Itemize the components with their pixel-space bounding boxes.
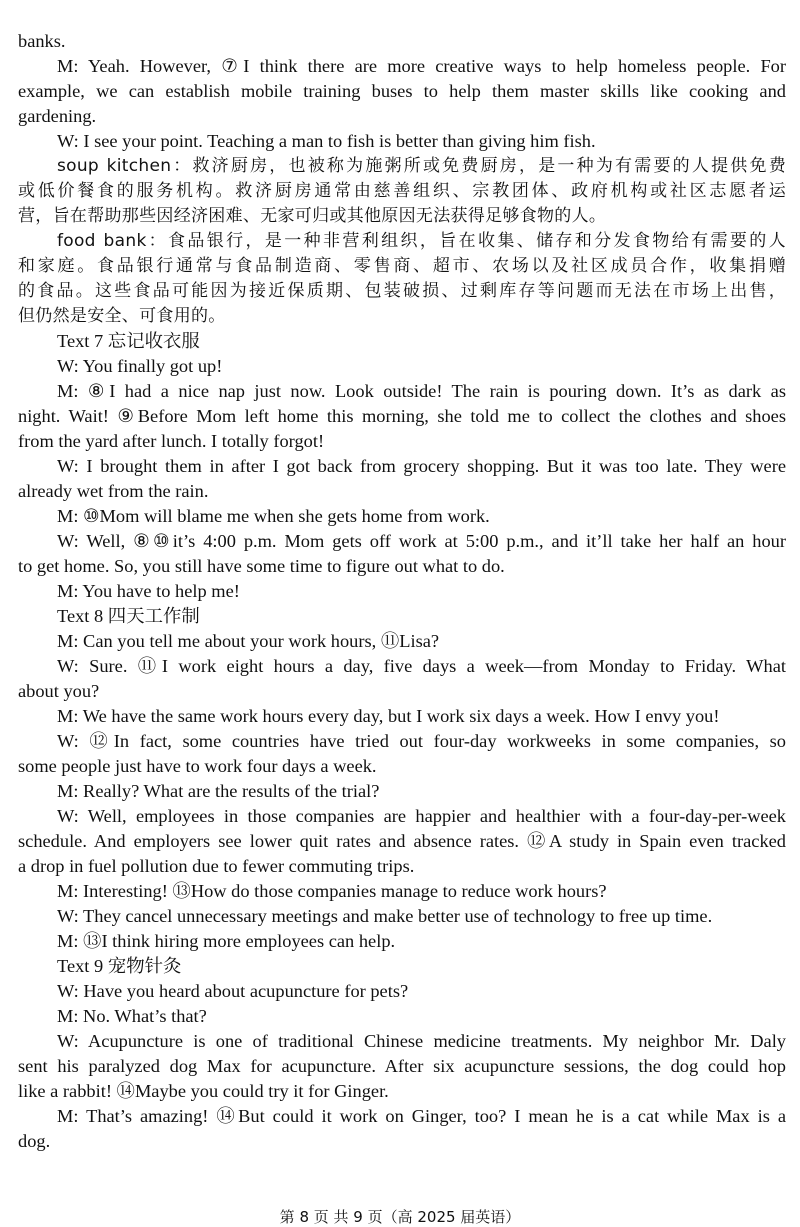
text-line: 和家庭。食品银行通常与食品制造商、零售商、超市、农场以及社区成员合作，收集捐赠 [18,256,786,276]
text-line: M: Interesting! ⑬How do those companies manage to reduce work hours? [57,881,607,901]
text-line: about you? [18,681,100,701]
text-line: a drop in fuel pollution due to fewer commuting trips. [18,856,415,876]
text-line: night. Wait! ⑨Before Mom left home this morning, she told me to collect the clothes and shoes [18,406,786,426]
text-line: M: ⑬I think hiring more employees can help. [57,931,396,951]
text-line: W: I see your point. Teaching a man to fish is better than giving him fish. [57,131,596,151]
text-line: W: Have you heard about acupuncture for pets? [57,981,409,1001]
text-line: example, we can establish mobile training buses to help them master skills like cooking and [18,81,786,101]
text-line: M: That’s amazing! ⑭But could it work on Ginger, too? I mean he is a cat while Max is a [57,1106,786,1126]
text-line: W: Well, employees in those companies are happier and healthier with a four-day-per-week [57,806,786,826]
text-line: M: No. What’s that? [57,1006,207,1026]
text-line: gardening. [18,106,97,126]
text-line: M: You have to help me! [57,581,240,601]
text-line: from the yard after lunch. I totally forgot! [18,431,325,451]
text-line: M: We have the same work hours every day, but I work six days a week. How I envy you! [57,706,720,726]
text-line: M: ⑧I had a nice nap just now. Look outside! The rain is pouring down. It’s as dark as [57,381,786,401]
text-line: W: Sure. ⑪I work eight hours a day, five days a week—from Monday to Friday. What [57,656,786,676]
section-heading: Text 7 忘记收衣服 [57,331,200,351]
text-line: M: Yeah. However, ⑦I think there are more creative ways to help homeless people. For [57,56,786,76]
text-line: W: Acupuncture is one of traditional Chinese medicine treatments. My neighbor Mr. Daly [57,1031,786,1051]
text-line: some people just have to work four days a week. [18,756,377,776]
text-line: 的食品。这些食品可能因为接近保质期、包装破损、过剩库存等问题而无法在市场上出售， [18,281,786,301]
text-line: food bank：食品银行，是一种非营利组织，旨在收集、储存和分发食物给有需要的人 [57,231,786,251]
text-line: to get home. So, you still have some time to figure out what to do. [18,556,505,576]
section-heading: Text 9 宠物针灸 [57,956,182,976]
text-line: banks. [18,31,66,51]
text-line: like a rabbit! ⑭Maybe you could try it for Ginger. [18,1081,389,1101]
text-line: dog. [18,1131,51,1151]
text-line: M: Can you tell me about your work hours, ⑪Lisa? [57,631,440,651]
text-line: schedule. And employers see lower quit rates and absence rates. ⑫A study in Spain even tracked [18,831,786,851]
page-footer: 第 8 页 共 9 页（高 2025 届英语） [279,1208,521,1226]
text-line: M: Really? What are the results of the trial? [57,781,380,801]
section-heading: Text 8 四天工作制 [57,606,200,626]
text-line: sent his paralyzed dog Max for acupuncture. After six acupuncture sessions, the dog could hop [18,1056,786,1076]
text-line: already wet from the rain. [18,481,209,501]
text-line: W: ⑫In fact, some countries have tried out four-day workweeks in some companies, so [57,731,786,751]
text-line: W: They cancel unnecessary meetings and make better use of technology to free up time. [57,906,713,926]
text-line: W: You finally got up! [57,356,223,376]
text-line: W: I brought them in after I got back from grocery shopping. But it was too late. They were [57,456,786,476]
text-line: W: Well, ⑧⑩it’s 4:00 p.m. Mom gets off work at 5:00 p.m., and it’ll take her half an hour [57,531,786,551]
text-line: 但仍然是安全、可食用的。 [18,306,226,326]
text-line: soup kitchen：救济厨房，也被称为施粥所或免费厨房，是一种为有需要的人提供免费 [57,156,786,176]
text-line: M: ⑩Mom will blame me when she gets home from work. [57,506,490,526]
text-line: 或低价餐食的服务机构。救济厨房通常由慈善组织、宗教团体、政府机构或社区志愿者运 [18,181,786,201]
text-line: 营，旨在帮助那些因经济困难、无家可归或其他原因无法获得足够食物的人。 [18,206,607,226]
